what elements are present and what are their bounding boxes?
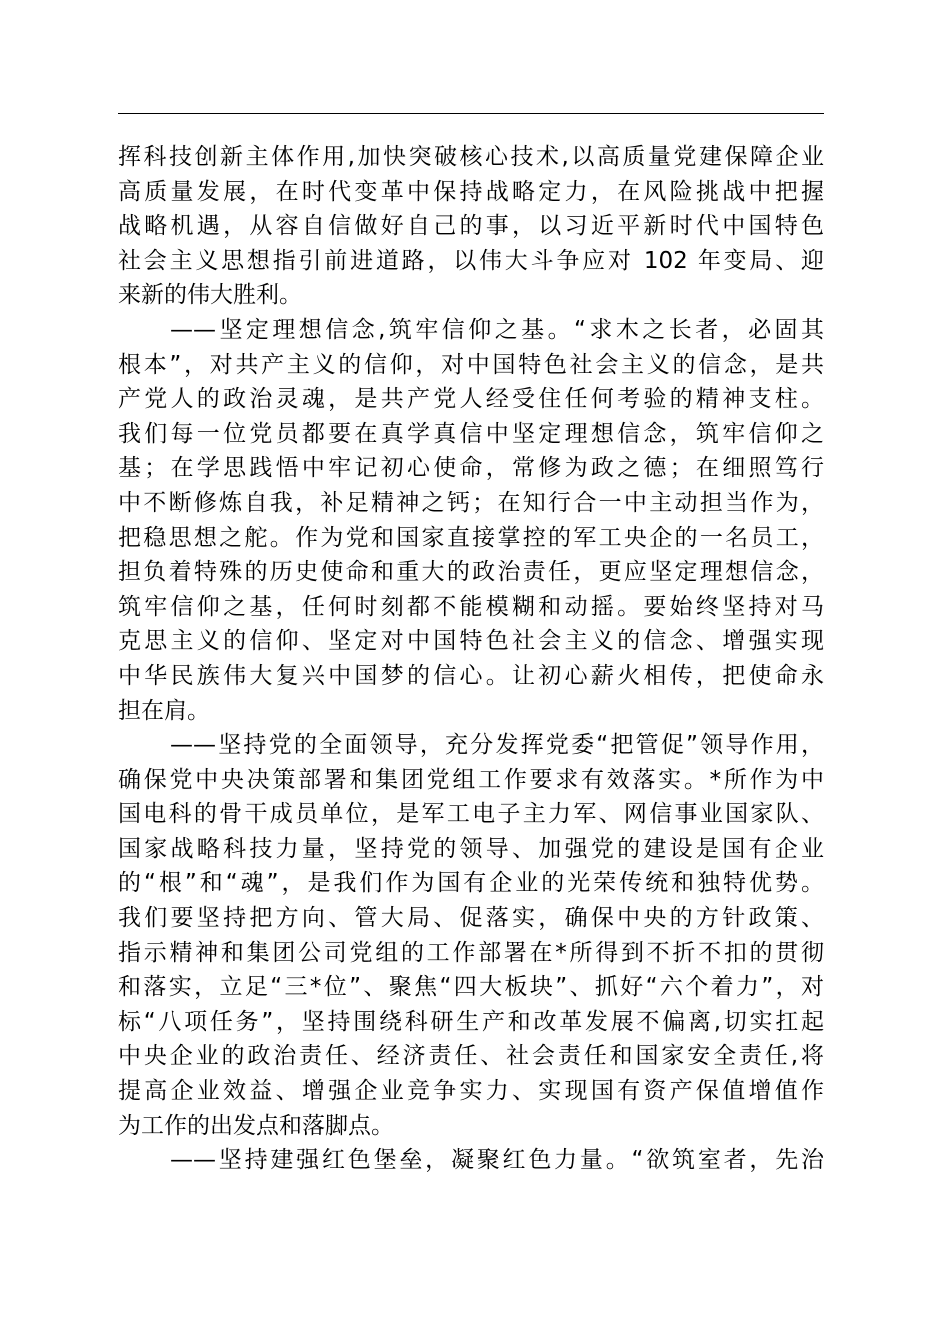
text-line: 来新的伟大胜利。 xyxy=(118,282,302,309)
text-line: 中央企业的政治责任、经济责任、社会责任和国家安全责任,将 xyxy=(118,1043,824,1070)
text-line: 挥科技创新主体作用,加快突破核心技术,以高质量党建保障企业 xyxy=(118,144,824,170)
text-line: 标“八项任务”，坚持围绕科研生产和改革发展不偏离,切实扛起 xyxy=(118,1008,824,1035)
text-line: 筑牢信仰之基，任何时刻都不能模糊和动摇。要始终坚持对马 xyxy=(118,593,824,620)
document-body xyxy=(118,140,824,1178)
text-line: ——坚持建强红色堡垒，凝聚红色力量。“欲筑室者，先治 xyxy=(170,1147,824,1174)
text-line: 和落实，立足“三*位”、聚焦“四大板块”、抓好“六个着力”，对 xyxy=(118,974,824,1001)
text-line: 国家战略科技力量，坚持党的领导、加强党的建设是国有企业 xyxy=(118,835,824,862)
text-line: 根本”，对共产主义的信仰，对中国特色社会主义的信念，是共 xyxy=(118,351,824,378)
text-line: 高质量发展，在时代变革中保持战略定力，在风险挑战中把握 xyxy=(118,178,824,205)
text-line: 产党人的政治灵魂，是共产党人经受住任何考验的精神支柱。 xyxy=(118,386,824,413)
text-line: 我们要坚持把方向、管大局、促落实，确保中央的方针政策、 xyxy=(118,905,824,932)
text-line: 指示精神和集团公司党组的工作部署在*所得到不折不扣的贯彻 xyxy=(118,939,824,966)
text-line: 确保党中央决策部署和集团党组工作要求有效落实。*所作为中 xyxy=(118,766,824,793)
header-rule xyxy=(118,113,824,114)
text-line: 提高企业效益、增强企业竞争实力、实现国有资产保值增值作 xyxy=(118,1078,824,1105)
text-line: 中华民族伟大复兴中国梦的信心。让初心薪火相传，把使命永 xyxy=(118,662,824,689)
text-line: 担在肩。 xyxy=(118,697,210,724)
text-line: 的“根”和“魂”，是我们作为国有企业的光荣传统和独特优势。 xyxy=(118,870,824,897)
text-line: ——坚定理想信念,筑牢信仰之基。“求木之长者，必固其 xyxy=(170,316,824,343)
text-line: 我们每一位党员都要在真学真信中坚定理想信念，筑牢信仰之 xyxy=(118,420,824,447)
text-line: 国电科的骨干成员单位，是军工电子主力军、网信事业国家队、 xyxy=(118,801,824,828)
text-line: 把稳思想之舵。作为党和国家直接掌控的军工央企的一名员工， xyxy=(118,524,824,551)
text-line: 社会主义思想指引前进道路，以伟大斗争应对 102 年变局、迎 xyxy=(118,247,824,274)
text-line: 基；在学思践悟中牢记初心使命，常修为政之德；在细照笃行 xyxy=(118,455,824,482)
text-line: 担负着特殊的历史使命和重大的政治责任，更应坚定理想信念， xyxy=(118,559,824,586)
text-line: 中不断修炼自我，补足精神之钙；在知行合一中主动担当作为， xyxy=(118,489,824,516)
text-line: 克思主义的信仰、坚定对中国特色社会主义的信念、增强实现 xyxy=(118,628,824,655)
text-line: ——坚持党的全面领导，充分发挥党委“把管促”领导作用， xyxy=(170,732,824,759)
text-line: 为工作的出发点和落脚点。 xyxy=(118,1112,394,1139)
text-line: 战略机遇，从容自信做好自己的事，以习近平新时代中国特色 xyxy=(118,213,824,240)
